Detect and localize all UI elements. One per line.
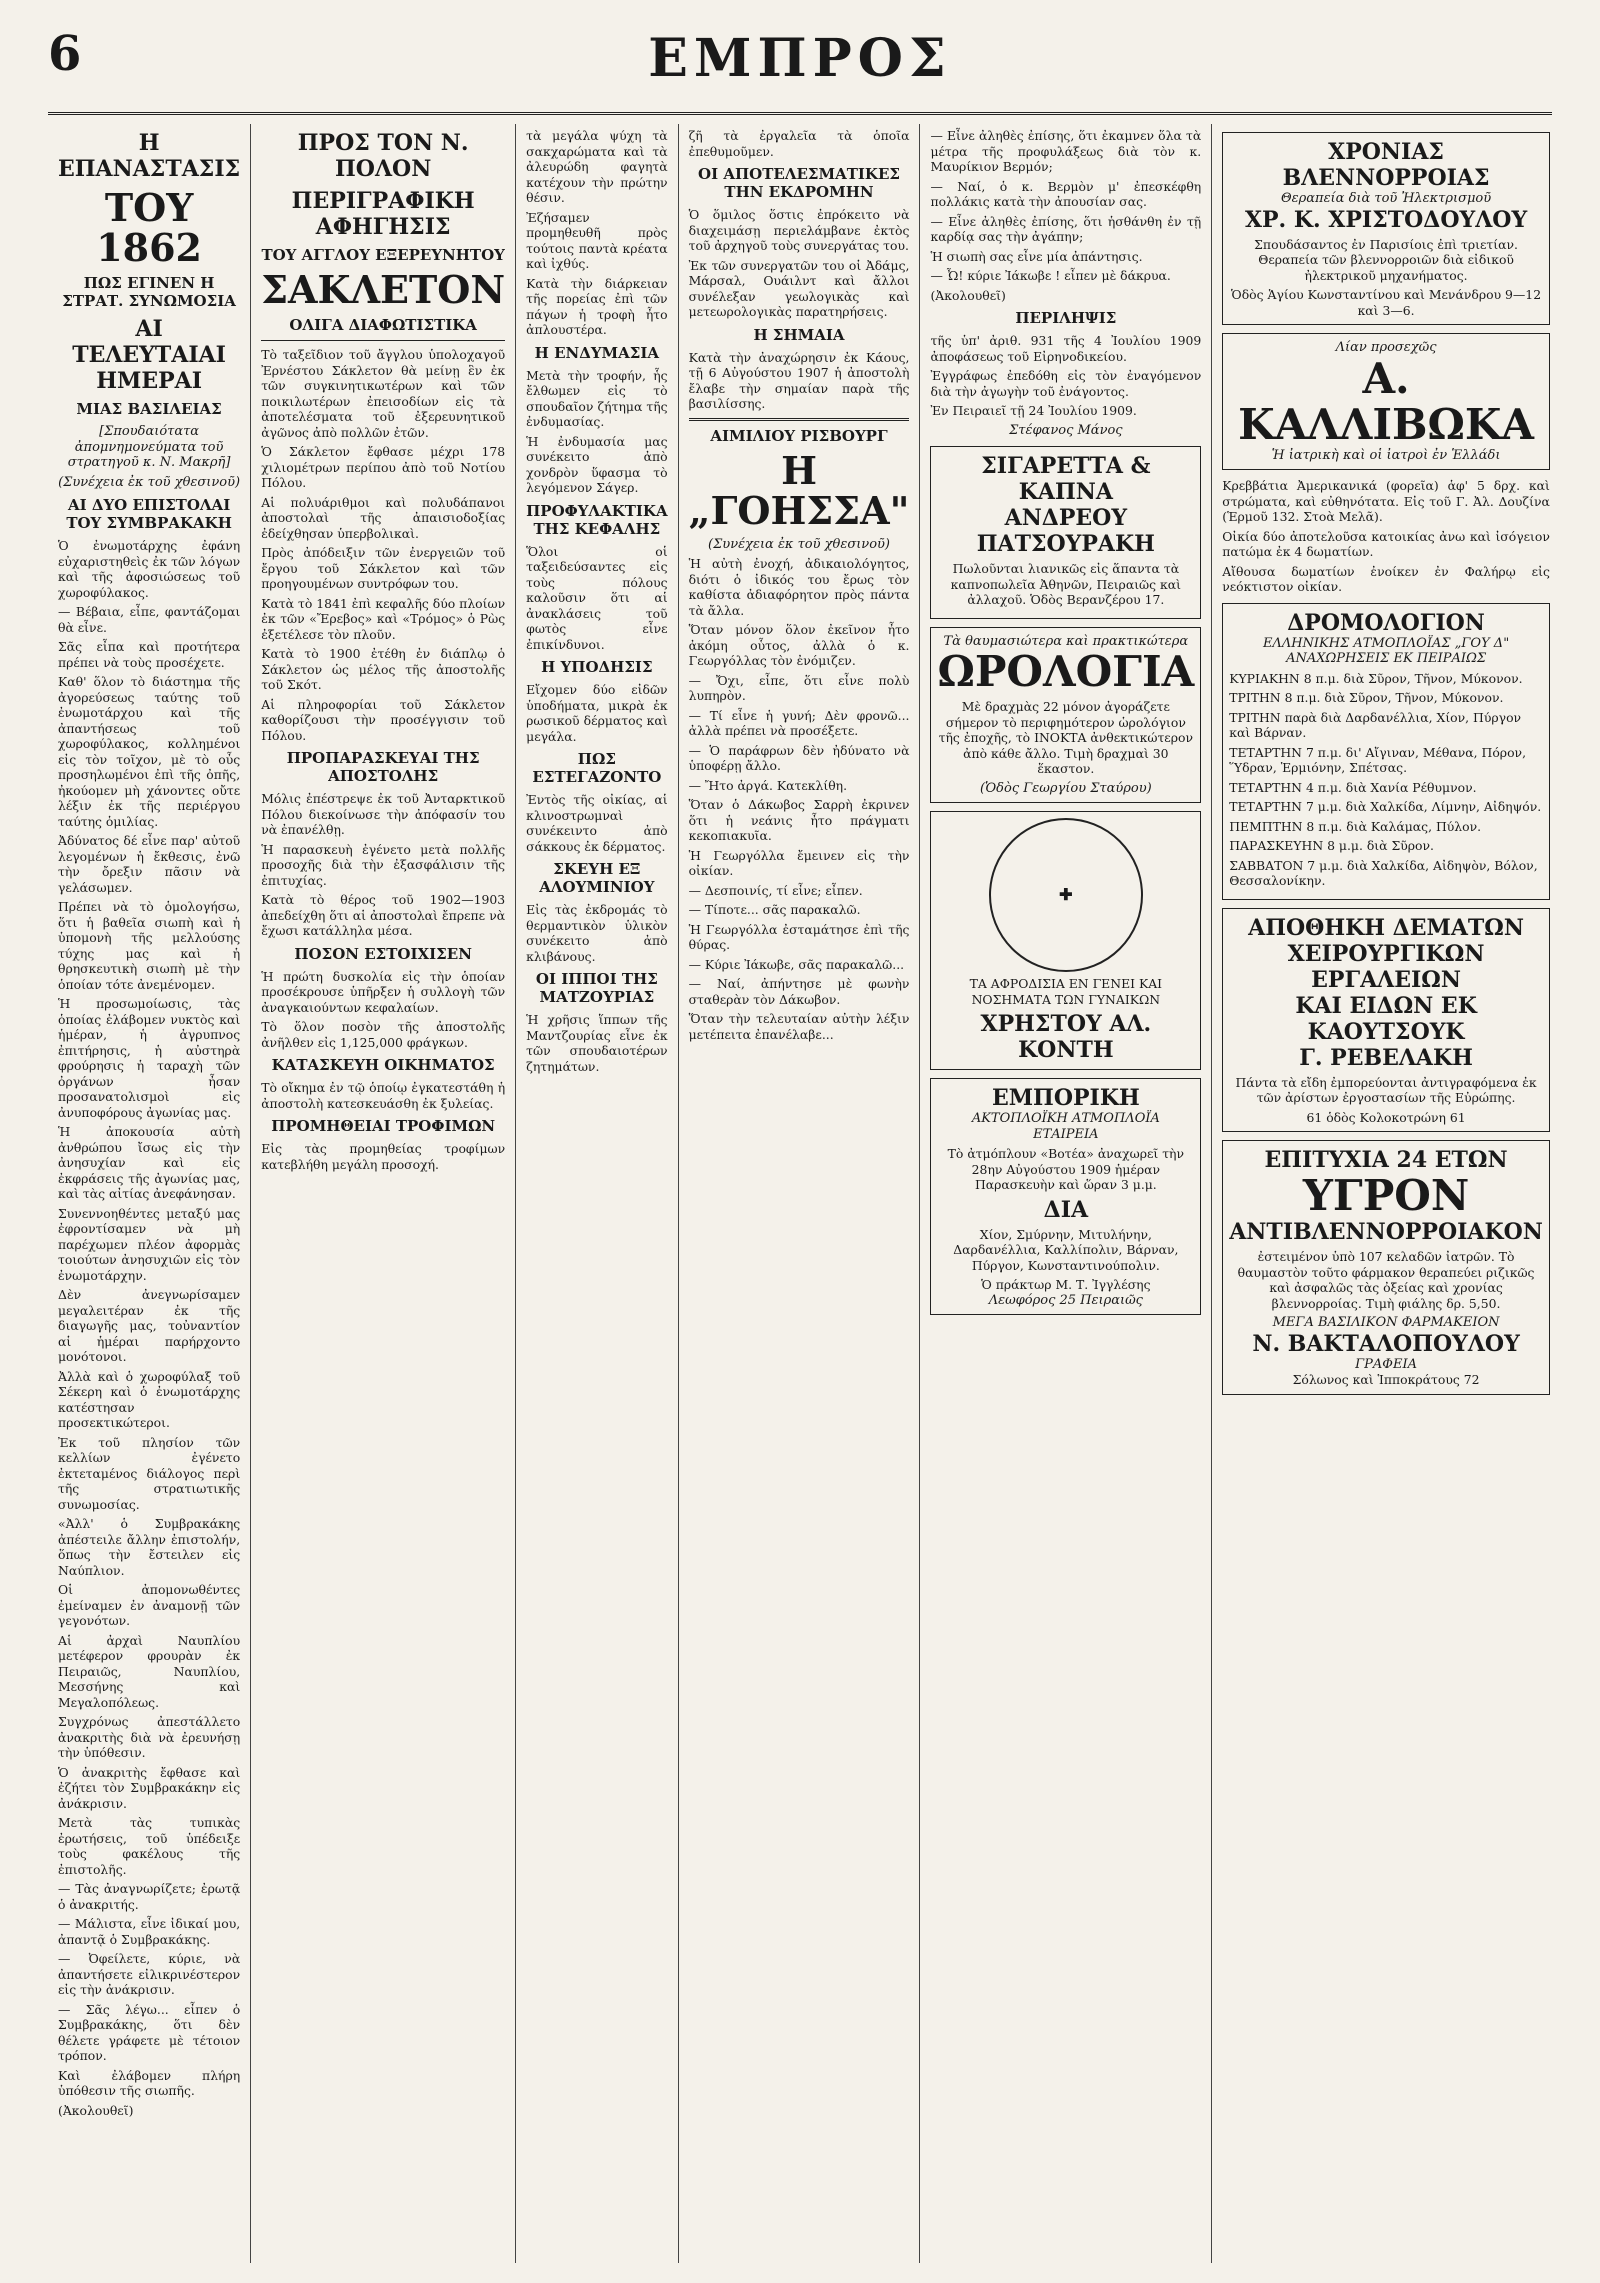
section-heading: ΣΚΕΥΗ ΕΞ ΑΛΟΥΜΙΝΙΟΥ	[539, 860, 655, 896]
paragraph: Αἱ ἀρχαὶ Ναυπλίου μετέφερον φρουρὰν ἐκ Πειραιῶς, Ναυπλίου, Μεσσήνης καὶ Μεγαλοπόλεως.	[58, 1632, 241, 1710]
paragraph: Σᾶς εἶπα καὶ προτήτερα πρέπει νὰ τοὺς προσέχετε.	[58, 639, 241, 670]
ad-subtitle: ΑΝΤΙΒΛΕΝΝΟΡΡΟΙΑΚΟΝ	[1229, 1219, 1543, 1245]
paragraph: — Τὰς ἀναγνωρίζετε; ἐρωτᾷ ὁ ἀνακριτής.	[58, 1881, 241, 1912]
paragraph: Μετὰ τὴν τροφήν, ἧς ἔλθωμεν εἰς τὸ σπουδαῖον ζήτημα τῆς ἐνδυμασίας.	[526, 367, 668, 429]
section-heading: Η ΕΝΔΥΜΑΣΙΑ	[534, 343, 660, 362]
ad-agent: Ὁ πράκτωρ Μ. Τ. Ἰγγλέσης	[981, 1277, 1151, 1292]
article-body	[261, 347, 505, 743]
article-body	[689, 207, 910, 320]
headline: ΟΛΙΓΑ ΔΙΑΦΩΤΙΣΤΙΚΑ	[289, 316, 477, 334]
paragraph: Ἡ αὐτὴ ἐνοχή, ἀδικαιολόγητος, διότι ὁ ἰδικός του ἔρως τὸν καθίστα ἀδιαφόρητον πρὸς πάντα τὰ ἄλλα.	[688, 556, 910, 618]
ad-text: Σπουδάσαντος ἐν Παρισίοις ἐπὶ τριετίαν. Θεραπεία τῶν βλεννορροιῶν διὰ εἰδικοῦ ἠλεκτρικοῦ μηχανήματος.	[1254, 236, 1518, 283]
paragraph: Κατὰ τὴν διάρκειαν τῆς πορείας ἐπὶ τῶν πάγων ἡ τροφὴ ἦτο ἀπλουστέρα.	[526, 275, 668, 337]
paragraph: Ὅταν ὁ Δάκωβος Σαρρὴ ἐκρινεν ὅτι ἡ νεάνις ἦτο πράγματι κεκοπιακυῖα.	[688, 797, 910, 843]
seal-icon: ✚	[989, 818, 1143, 972]
section-heading: ΠΡΟΦΥΛΑΚΤΙΚΑ ΤΗΣ ΚΕΦΑΛΗΣ	[526, 501, 668, 538]
section-heading: ΠΟΣΟΝ ΕΣΤΟΙΧΙΣΕΝ	[294, 944, 472, 963]
column-6	[1212, 124, 1560, 2263]
paragraph: Ὅταν τὴν τελευταίαν αὐτὴν λέξιν μετέπειτα ἐπανέλαβε...	[688, 1011, 910, 1042]
paragraph: — Ὁ παράφρων δὲν ἠδύνατο νὰ ὑποφέρῃ ἄλλο.	[688, 742, 910, 773]
ad-text: Μὲ δραχμὰς 22 μόνον ἀγοράζετε σήμερον τὸ περιφημότερον ὡρολόγιον τῆς ἐποχῆς, τὸ ΙΝΟΚΤΑ ἀνθεκτικώτερον ἀπὸ κάθε ἄλλο. Τιμὴ δραχμαὶ 30 ἕκαστον.	[938, 699, 1194, 776]
advertisement-cigarettes	[930, 446, 1201, 619]
ad-doctor: ΧΡΗΣΤΟΥ ΑΛ. ΚΟΝΤΗ	[980, 1011, 1152, 1063]
paragraph: (Ἀκολουθεῖ)	[930, 287, 1006, 303]
paragraph: Ἐκ τοῦ πλησίον τῶν κελλίων ἐγένετο ἐκτεταμένος διάλογος περὶ τῆς στρατιωτικῆς συνωμοσίας.	[58, 1434, 241, 1512]
paragraph: — Ναί, ἀπήντησε μὲ φωνὴν σταθερὰν τὸν Δάκωβον.	[688, 976, 910, 1007]
continued-note: (Συνέχεια ἐκ τοῦ χθεσινοῦ)	[58, 474, 241, 490]
ad-subtitle: ΑΚΤΟΠΛΟΪΚΗ ΑΤΜΟΠΛΟΪΑ ΕΤΑΙΡΕΙΑ	[971, 1111, 1160, 1142]
schedule-company: ΕΛΛΗΝΙΚΗΣ ΑΤΜΟΠΛΟΪΑΣ „ΓΟΥ Δ"	[1262, 635, 1510, 651]
headline: ΜΙΑΣ ΒΑΣΙΛΕΙΑΣ	[76, 400, 222, 418]
paragraph: Ἡ παρασκευὴ ἐγένετο μετὰ πολλῆς προσοχῆς διὰ τὴν ἐξασφάλισιν τῆς ἐπιτυχίας.	[261, 841, 506, 888]
article-body	[261, 969, 505, 1051]
paragraph: Τὸ ὅλον ποσὸν τῆς ἀποστολῆς ἀνῆλθεν εἰς 1,125,000 φράγκων.	[261, 1019, 506, 1050]
schedule-title: ΔΡΟΜΟΛΟΓΙΟΝ	[1287, 609, 1485, 636]
paragraph: Ὁ Σάκλετον ἔφθασε μέχρι 178 χιλιομέτρων περίπου ἀπὸ τοῦ Νοτίου Πόλου.	[261, 444, 506, 490]
page-number: 6	[48, 26, 82, 82]
paragraph: Ὁ ἐνωμοτάρχης ἐφάνη εὐχαριστηθεὶς ἐκ τῶν λόγων καὶ τῆς ἀφοσιώσεως τοῦ χωροφύλακος.	[58, 538, 241, 600]
ad-text: Πωλοῦνται λιανικῶς εἰς ἅπαντα τὰ καπνοπωλεῖα Ἀθηνῶν, Πειραιῶς καὶ ἀλλαχοῦ. Ὁδὸς Βερανζέρου 17.	[950, 561, 1182, 607]
ad-tagline: ΕΠΙΤΥΧΙΑ 24 ΕΤΩΝ	[1264, 1147, 1508, 1173]
ad-doctor: ΧΡ. Κ. ΧΡΙΣΤΟΔΟΥΛΟΥ	[1244, 206, 1528, 233]
paragraph: ΤΕΤΑΡΤΗΝ 7 μ.μ. διὰ Χαλκίδα, Λίμνην, Αἰδηψόν.	[1229, 799, 1542, 814]
article-body	[261, 1080, 505, 1111]
paragraph: ΤΕΤΑΡΤΗΝ 4 π.μ. διὰ Χανία Ρέθυμνον.	[1229, 779, 1477, 795]
paragraph: — Βέβαια, εἶπε, φαντάζομαι θὰ εἶνε.	[58, 604, 241, 635]
paragraph: «Ἀλλ' ὁ Συμβρακάκης ἀπέστειλε ἄλλην ἐπιστολήν, ὅπως τὴν ἔστειλεν εἰς Ναύπλιον.	[58, 1516, 241, 1578]
ad-title: Α. ΚΑΛΛΙΒΩΚΑ	[1238, 353, 1535, 449]
paragraph: Ἡ Γεωργόλλα ἐσταμάτησε ἐπὶ τῆς θύρας.	[688, 921, 910, 952]
paragraph: — Τίποτε... σᾶς παρακαλῶ.	[688, 902, 861, 917]
ad-address: Ὁδὸς Ἁγίου Κωνσταντίνου καὶ Μενάνδρου 9—12 καὶ 3—6.	[1231, 287, 1542, 318]
paragraph: Ἐκ τῶν συνεργατῶν του οἱ Ἀδάμς, Μάρσαλ, Ουάιλντ καὶ ἄλλοι συνέλεξαν γεωλογικὰς καὶ μετεωρολογικὰς παρατηρήσεις.	[688, 257, 910, 319]
column-3	[516, 124, 678, 2263]
paragraph: — Εἶνε ἀληθὲς ἐπίσης, ὅτι ἡσθάνθη ἐν τῇ καρδίᾳ σας τὴν ἀγάπην;	[930, 213, 1202, 244]
article-body	[526, 792, 667, 854]
columns	[48, 124, 1552, 2263]
ad-text: ΤΑ ΑΦΡΟΔΙΣΙΑ ΕΝ ΓΕΝΕΙ ΚΑΙ ΝΟΣΗΜΑΤΑ ΤΩΝ ΓΥΝΑΙΚΩΝ	[969, 976, 1163, 1007]
article-body	[261, 1141, 505, 1172]
paragraph: Ὁ ἀνακριτὴς ἔφθασε καὶ ἐζήτει τὸν Συμβρακάκην εἰς ἀνάκρισιν.	[58, 1764, 241, 1811]
classified-house: Οἰκία δύο ἀποτελοῦσα κατοικίας ἀνω καὶ ἰσόγειον πατώμα ἐκ 4 δωματίων.	[1222, 528, 1550, 559]
paragraph: — Εἶνε ἀληθὲς ἐπίσης, ὅτι ἐκαμνεν ὅλα τὰ μέτρα τῆς προφυλάξεως διὰ τὸν κ. Μαυρίκιον Βερμόν;	[930, 128, 1202, 174]
classified-room: Αἴθουσα δωματίων ἐνοίκεν ἐν Φαλήρῳ εἰς νεόκτιστον οἰκίαν.	[1222, 563, 1550, 594]
paragraph: Εἰς τὰς προμηθείας τροφίμων κατεβλήθη μεγάλη προσοχή.	[261, 1141, 506, 1172]
ad-tagline: Λίαν προσεχῶς	[1335, 340, 1437, 355]
paragraph: — Ναί, ὁ κ. Βερμὸν μ' ἐπεσκέφθη πολλάκις κατὰ τὴν ἀπουσίαν σας.	[930, 178, 1202, 209]
paragraph: Οἱ ἀπομονωθέντες ἐμείναμεν ἐν ἀναμονῇ τῶν γεγονότων.	[58, 1582, 241, 1628]
column-5	[920, 124, 1212, 2263]
paragraph: Ἡ ἀποκουσία αὐτὴ ἀνθρώπου ἴσως εἰς τὴν ἀνησυχίαν καὶ εἰς ἐκφράσεις τῆς ἀγωνίας μας, καὶ τὰς αἰτίας ἀνεφάνησαν.	[58, 1124, 241, 1201]
ad-address: Σόλωνος καὶ Ἱπποκράτους 72	[1292, 1372, 1480, 1387]
paragraph: Κατὰ τὸ 1841 ἐπὶ κεφαλῆς δύο πλοίων ἐκ τῶν «Ἔρεβος» καὶ «Τρόμος» ὁ Ρὼς ἐξετέλεσε τὸν πλοῦν.	[261, 595, 506, 642]
paragraph: Ἡ χρῆσις ἵππων τῆς Μαντζουρίας εἶνε ἐκ τῶν σπουδαιοτέρων ζητημάτων.	[526, 1012, 668, 1074]
paragraph: Ἐντὸς τῆς οἰκίας, αἱ κλινοστρωμναὶ συνέκειντο ἀπὸ σάκκους ἐκ δέρματος.	[526, 792, 668, 854]
paragraph: Τὸ ταξεῖδιον τοῦ ἄγγλου ὑπολοχαγοῦ Ἐρνέστου Σάκλετον θὰ μείνῃ ἓν ἐκ τῶν συγκινητικωτέρων καὶ τῶν ποικιλωτέρων ἐπεισοδίων εἰς τὰ ἀποτελέσματα τοῦ ἐξερευνητικοῦ ἀγῶνος ἀπὸ πολλῶν ἐτῶν.	[261, 347, 506, 440]
ad-via: ΔΙΑ	[1043, 1196, 1089, 1223]
paragraph: Ἡ προσωμοίωσις, τὰς ὁποίας ἐλάβομεν νυκτὸς καὶ ἡμέραν, ἡ ἀγρυπνος ἐπιτήρησις, ἡ αὐστηρὰ φρούρησις ἡ ταραχὴ τῶν ὀργάνων ἦσαν προσανατολισμοὶ εἰς ἀνυποφόρους ἀγωνίας μας.	[58, 996, 241, 1120]
headline: Η ΕΠΑΝΑΣΤΑΣΙΣ	[58, 130, 241, 182]
paragraph: Καθ' ὅλον τὸ διάστημα τῆς ἀγορεύσεως ταύτης τοῦ ἐνωμοτάρχου καὶ τῆς ἀπαντήσεως τοῦ χωροφύλακος, κολλημένοι εἰς τὸν τοῖχον, μὲ τὸ οὖς προσηλωμένοι ἐπὶ τῆς ὀπῆς, ἠκούομεν μὴ χάνοντες οὔτε λέξιν ἐκ τῆς περιέργου ταύτης ὁμιλίας.	[58, 674, 241, 829]
advertisement-remedy	[1222, 1140, 1550, 1395]
paragraph: Πρὸς ἀπόδειξιν τῶν ἐνεργειῶν τοῦ ἔργου τοῦ Σάκλετον καὶ τῶν προηγουμένων συντρόφων του.	[261, 545, 506, 591]
article-body	[930, 333, 1201, 419]
advertisement-clinic	[1222, 132, 1550, 325]
ad-address: Λεωφόρος 25 Πειραιῶς	[988, 1292, 1143, 1308]
paragraph: (Ἀκολουθεῖ)	[58, 2102, 134, 2118]
divider	[261, 340, 505, 341]
section-heading: ΟΙ ΑΠΟΤΕΛΕΣΜΑΤΙΚΕΣ ΤΗΝ ΕΚΔΡΟΜΗΝ	[698, 165, 900, 201]
section-heading: ΠΩΣ ΕΣΤΕΓΑΖΟΝΤΟ	[532, 750, 662, 786]
paragraph: Ἐγγράφως ἐπεδόθη εἰς τὸν ἐναγόμενον διὰ τὴν ἀγωγὴν τοῦ ἐνάγοντος.	[930, 368, 1202, 399]
paragraph: Μετὰ τὰς τυπικὰς ἐρωτήσεις, τοῦ ὑπέδειξε τοὺς φακέλους τῆς ἐπιστολῆς.	[58, 1815, 241, 1877]
paragraph: Ἡ σιωπὴ σας εἶνε μία ἀπάντησις.	[930, 248, 1143, 264]
section-heading: ΠΡΟΠΑΡΑΣΚΕΥΑΙ ΤΗΣ ΑΠΟΣΤΟΛΗΣ	[286, 749, 480, 785]
ad-text: Τὸ ἀτμόπλουν «Βοτέα» ἀναχωρεῖ τὴν 28ην Αὐγούστου 1909 ἡμέραν Παρασκευὴν καὶ ὥραν 3 μ.μ.	[947, 1146, 1185, 1192]
paragraph: — Κύριε Ἰάκωβε, σᾶς παρακαλῶ...	[688, 956, 905, 972]
paragraph: Τὸ οἴκημα ἐν τῷ ὁποίῳ ἐγκατεστάθη ἡ ἀποστολὴ κατεσκευάσθη ἐκ ξυλείας.	[261, 1080, 506, 1111]
paper-name: ΕΜΠΡΟΣ	[648, 28, 952, 89]
ad-title: ΕΜΠΟΡΙΚΗ	[991, 1085, 1140, 1111]
ad-title: ΣΙΓΑΡΕΤΤΑ & ΚΑΠΝΑ	[981, 453, 1151, 505]
masthead	[48, 0, 1552, 115]
article-body	[58, 538, 240, 2118]
paragraph: τῆς ὑπ' ἀριθ. 931 τῆς 4 Ἰουλίου 1909 ἀποφάσεως τοῦ Εἰρηνοδικείου.	[930, 333, 1202, 364]
paragraph: — Σᾶς λέγω... εἶπεν ὁ Συμβρακάκης, ὅτι δὲν θέλετε γράφετε μὲ τέτοιον τρόπον.	[58, 2001, 241, 2063]
ad-subtitle: Θεραπεία διὰ τοῦ Ἠλεκτρισμοῦ	[1280, 191, 1492, 206]
column-1	[48, 124, 251, 2263]
headline: ΠΡΟΣ ΤΟΝ Ν. ΠΟΛΟΝ	[297, 130, 469, 182]
section-heading: ΟΙ ΙΠΠΟΙ ΤΗΣ ΜΑΤΖΟΥΡΙΑΣ	[535, 970, 658, 1006]
paragraph: Μόλις ἐπέστρεψε ἐκ τοῦ Ἀνταρκτικοῦ Πόλου διεκοίνωσε τὴν ἀπόφασίν του νὰ ἐπανέλθῃ.	[261, 791, 506, 837]
ad-owner: Ν. ΒΑΚΤΑΛΟΠΟΥΛΟΥ	[1252, 1330, 1520, 1357]
headline: ΠΕΡΙΓΡΑΦΙΚΗ ΑΦΗΓΗΣΙΣ	[291, 188, 475, 240]
paragraph: ΤΕΤΑΡΤΗΝ 7 π.μ. δι' Αἴγιναν, Μέθανα, Πόρον, Ὕδραν, Ἑρμιόνην, Σπέτσας.	[1229, 744, 1527, 775]
paragraph: — Μάλιστα, εἶνε ἰδικαί μου, ἀπαντᾷ ὁ Συμβρακάκης.	[58, 1916, 241, 1947]
paragraph: Ὅταν μόνον ὅλον ἐκεῖνον ἦτο ἀκόμη οὗτος, ἀλλὰ ὁ κ. Γεωργόλλας τὸν ἐνόμιζεν.	[688, 622, 910, 668]
ad-tagline: Τὰ θαυμασιώτερα καὶ πρακτικώτερα	[943, 633, 1189, 649]
ad-address: (Ὁδὸς Γεωργίου Σταύρου)	[979, 780, 1152, 796]
paragraph: Συγχρόνως ἀπεστάλλετο ἀνακριτὴς διὰ νὰ ἐρευνήσῃ τὴν ὑπόθεσιν.	[58, 1714, 241, 1760]
paragraph: — Δεσποινίς, τί εἶνε; εἶπεν.	[688, 882, 863, 898]
schedule-lines	[1229, 671, 1543, 889]
paragraph: Εἰς τὰς ἐκδρομάς τὸ θερμαντικὸν ὑλικὸν συνέκειτο ἀπὸ κλιβάνους.	[526, 902, 668, 964]
shipping-schedule	[1222, 603, 1550, 900]
paragraph: — Τί εἶνε ἡ γυνή; Δὲν φρονῶ... ἀλλὰ πρέπει νὰ προσέξετε.	[688, 707, 910, 738]
paragraph: Ἡ πρώτη δυσκολία εἰς τὴν ὁποίαν προσέκρουσε ὑπῆρξεν ἡ συλλογὴ τῶν ἀναγκαιούντων κεφαλαίων.	[261, 968, 506, 1015]
paragraph: — Ὄχι, εἶπε, ὅτι εἶνε πολὺ λυπηρὸν.	[688, 672, 910, 703]
headline: ΤΟΥ ΑΓΓΛΟΥ ΕΞΕΡΕΥΝΗΤΟΥ	[261, 246, 505, 264]
paragraph: Ἀλλὰ καὶ ὁ χωροφύλαξ τοῦ Σέκερη καὶ ὁ ἐνωμοτάρχης κατέστησαν προσεκτικώτεροι.	[58, 1368, 241, 1430]
signature: Στέφανος Μάνος	[1009, 422, 1123, 438]
paragraph: Δὲν ἀνεγνωρίσαμεν μεγαλειτέραν ἐκ τῆς διαγωγῆς μας, τοὐναντίον αἱ ἡμέραι παρήρχοντο μονότονοι.	[58, 1287, 241, 1364]
paragraph: Κατὰ τὴν ἀναχώρησιν ἐκ Κάους, τῇ 6 Αὐγούστου 1907 ἡ ἀποστολὴ ἔλαβε τὴν σημαίαν παρὰ τῆς βασιλίσσης.	[688, 349, 910, 411]
article-body	[689, 350, 910, 412]
advertisement-surgical	[1222, 908, 1550, 1133]
column-4	[679, 124, 921, 2263]
paragraph: Κατὰ τὸ θέρος τοῦ 1902—1903 ἀπεδείχθη ὅτι αἱ ἀποστολαὶ ἔπρεπε νὰ ἔχωσι κατάλληλα μέσα.	[261, 892, 506, 938]
paragraph: — Ἤτο ἀργά. Κατεκλίθη.	[688, 777, 848, 793]
article-body	[526, 902, 667, 964]
divider	[689, 418, 910, 421]
paragraph: ΠΑΡΑΣΚΕΥΗΝ 8 μ.μ. διὰ Σῦρον.	[1229, 838, 1434, 853]
paragraph: Ἐν Πειραιεῖ τῇ 24 Ἰουλίου 1909.	[930, 403, 1137, 418]
paragraph: Πρέπει νὰ τὸ ὁμολογήσω, ὅτι ἡ βαθεῖα σιωπὴ καὶ ἡ ὑπομονὴ τῆς μελλούσης τύχης μας καὶ ἡ θρησκευτικὴ σιωπὴ μὲ τὴν ὁποίαν τότε ἀνεμένομεν.	[58, 899, 241, 992]
paragraph: Αἱ πολυάριθμοι καὶ πολυδάπανοι ἀποστολαὶ τῆς ἀπαισιοδοξίας ἐδείχθησαν ὑπερβολικαὶ.	[261, 494, 506, 541]
article-body	[689, 556, 910, 1042]
section-heading: ΚΑΤΑΣΚΕΥΗ ΟΙΚΗΜΑΤΟΣ	[271, 1056, 495, 1074]
continued-note: (Συνέχεια ἐκ τοῦ χθεσινοῦ)	[708, 536, 890, 552]
byline: [Σπουδαιότατα ἀπομνημονεύματα τοῦ στρατηγοῦ κ. Ν. Μακρῆ]	[67, 424, 231, 470]
paragraph: Καὶ ἐλάβομεν πλήρη ὑπόθεσιν τῆς σιωπῆς.	[58, 2067, 241, 2098]
paragraph: Ἡ ἐνδυμασία μας συνέκειτο ἀπὸ χονδρὸν ὕφασμα τὸ λεγόμενον Σάγερ.	[526, 433, 668, 495]
section-heading: Η ΥΠΟΔΗΣΙΣ	[541, 658, 653, 676]
headline: ΣΑΚΛΕΤΟΝ	[261, 267, 506, 312]
ad-text: Πάντα τὰ εἴδη ἐμπορεύονται ἀντιγραφόμενα ἐκ τῶν ἀρίστων ἐργοστασίων τῆς Εὐρώπης.	[1235, 1074, 1537, 1105]
ad-subtitle: ΧΕΙΡΟΥΡΓΙΚΩΝ ΕΡΓΑΛΕΙΩΝ	[1287, 940, 1485, 993]
ad-subtitle: ΚΑΙ ΕΙΔΩΝ ΕΚ ΚΑΟΥΤΣΟΥΚ	[1295, 992, 1477, 1045]
section-heading: Η ΣΗΜΑΙΑ	[753, 325, 845, 344]
paragraph: Ἐζήσαμεν προμηθευθῆ πρὸς τούτοις παντὰ κρέατα καὶ ἰχθύς.	[526, 209, 668, 271]
ad-product: ΩΡΟΛΟΓΙΑ	[937, 647, 1195, 696]
paragraph: ΤΡΙΤΗΝ 8 π.μ. διὰ Σῦρον, Τῆνον, Μύκονον.	[1229, 690, 1504, 705]
article-body	[526, 368, 667, 496]
paragraph: ΣΑΒΒΑΤΟΝ 7 μ.μ. διὰ Χαλκίδα, Αἰδηψὸν, Βόλον, Θεσσαλονίκην.	[1229, 857, 1538, 888]
article-body	[526, 682, 667, 744]
feuilleton-title: Η „ΓΟΗΣΣΑ"	[688, 447, 910, 533]
ad-text: ἐστειμένον ὑπὸ 107 κελαδῶν ἰατρῶν. Τὸ θαυμαστὸν τοῦτο φάρμακον θεραπεύει ριζικῶς καὶ ἀσφαλῶς τὰς ὀξείας καὶ χρονίας βλεννορροίας. Τιμὴ φιάλης δρ. 5,50.	[1237, 1249, 1535, 1311]
ad-ports: Χίον, Σμύρνην, Μιτυλήνην, Δαρδανέλλια, Καλλίπολιν, Βάρναν, Πύργον, Κωνσταντινούπολιν.	[953, 1226, 1179, 1273]
article-body	[526, 544, 667, 653]
ad-pharmacy: ΜΕΓΑ ΒΑΣΙΛΙΚΟΝ ΦΑΡΜΑΚΕΙΟΝ	[1272, 1315, 1500, 1330]
ad-address: 61 ὁδὸς Κολοκοτρώνη 61	[1306, 1109, 1466, 1125]
ad-owner: ΑΝΔΡΕΟΥ ΠΑΤΣΟΥΡΑΚΗ	[976, 505, 1155, 557]
paragraph: ΠΕΜΠΤΗΝ 8 π.μ. διὰ Καλάμας, Πύλον.	[1229, 818, 1482, 834]
paragraph: ΤΡΙΤΗΝ παρὰ διὰ Δαρδανέλλια, Χίον, Πύργον καὶ Βάρναν.	[1229, 709, 1522, 740]
paragraph: ζῆ τὰ ἐργαλεῖα τὰ ὁποῖα ἐπεθυμοῦμεν.	[688, 128, 910, 159]
ad-title: ΑΠΟΘΗΚΗ ΔΕΜΑΤΩΝ	[1248, 914, 1524, 941]
paragraph: Αἱ πληροφορίαι τοῦ Σάκλετον καθορίζουσι τὴν προσέγγισιν τοῦ Πόλου.	[261, 696, 506, 743]
paragraph: Ἡ Γεωργόλλα ἔμεινεν εἰς τὴν οἰκίαν.	[688, 847, 910, 878]
ad-text: Ἡ ἰατρικὴ καὶ οἱ ἰατροὶ ἐν Ἑλλάδι	[1271, 447, 1501, 463]
article-body	[261, 791, 505, 939]
paragraph: ΚΥΡΙΑΚΗΝ 8 π.μ. διὰ Σῦρον, Τῆνον, Μύκονον.	[1229, 670, 1523, 686]
paragraph: τὰ μεγάλα ψύχη τὰ σακχαρώματα καὶ τὰ ἀλευρώδη φαγητὰ κατέχουν τὴν πρώτην θέσιν.	[526, 128, 668, 205]
ad-title: ΥΓΡΟΝ	[1302, 1171, 1470, 1220]
ad-city: ΓΡΑΦΕΙΑ	[1355, 1356, 1417, 1372]
advertisement-doctor	[930, 811, 1201, 1070]
section-heading: ΠΡΟΜΗΘΕΙΑΙ ΤΡΟΦΙΜΩΝ	[271, 1117, 496, 1135]
paragraph: Συνεννοηθέντες μεταξύ μας ἐφροντίσαμεν νὰ μὴ παρέχωμεν πλέον ἀφορμὰς τοιούτων ἀνησυχιῶν εἰς τὸν ἐνωμοτάρχην.	[58, 1205, 241, 1283]
article-body	[526, 128, 667, 338]
headline: ΑΙ ΤΕΛΕΥΤΑΙΑΙ ΗΜΕΡΑΙ	[72, 316, 226, 394]
classified-beds: Κρεββάτια Ἀμερικανικά (φορεῖα) ἁφ' 5 δρχ. καὶ στρώματα, καὶ εὐθηνότατα. Εἰς τοῦ Γ. Ἀλ. Δουζίνα (Ἑρμοῦ 132. Στοὰ Μελᾶ).	[1222, 478, 1550, 524]
paragraph: Ὅλοι οἱ ταξειδεύσαντες εἰς τοὺς πόλους καλοῦσιν ὅτι αἱ ἀνακλάσεις τοῦ φωτὸς εἶνε ἐπικίνδυνοι.	[526, 543, 668, 652]
advertisement-watches	[930, 627, 1201, 804]
section-heading: ΑΙ ΔΥΟ ΕΠΙΣΤΟΛΑΙ ΤΟΥ ΣΥΜΒΡΑΚΑΚΗ	[66, 496, 232, 532]
paragraph: — Ὦ! κύριε Ἰάκωβε ! εἶπεν μὲ δάκρυα.	[930, 268, 1171, 283]
headline: ΤΟΥ 1862	[96, 185, 202, 270]
paragraph: Εἴχομεν δύο εἰδῶν ὑποδήματα, μικρὰ ἐκ ρωσικοῦ δέρματος καὶ μεγάλα.	[526, 682, 668, 744]
feuilleton-author: ΑΙΜΙΛΙΟΥ ΡΙΣΒΟΥΡΓ	[710, 426, 888, 445]
advertisement-shipping	[930, 1078, 1201, 1315]
column-2	[251, 124, 516, 2263]
paragraph: Ὁ ὅμιλος ὅστις ἐπρόκειτο νὰ διαχειμάσῃ περιελάμβανε ἐκτὸς τοῦ ἀρχηγοῦ τοὺς συνεργάτας του.	[688, 207, 910, 253]
paragraph: Κατὰ τὸ 1900 ἐτέθη ἐν διάπλῳ ὁ Σάκλετον ὡς μέλος τῆς ἀποστολῆς τοῦ Σκότ.	[261, 646, 506, 692]
advertisement-book	[1222, 333, 1550, 470]
paragraph: — Ὀφείλετε, κύριε, νὰ ἀπαντήσετε εἰλικρινέστερον εἰς τὴν ἀνάκρισιν.	[58, 1951, 241, 1997]
section-heading: ΠΕΡΙΛΗΨΙΣ	[1015, 309, 1117, 327]
ad-owner: Γ. ΡΕΒΕΛΑΚΗ	[1299, 1044, 1473, 1071]
article-body	[526, 1012, 667, 1074]
ad-title: ΧΡΟΝΙΑΣ ΒΛΕΝΝΟΡΡΟΙΑΣ	[1282, 139, 1490, 191]
schedule-subtitle: ΑΝΑΧΩΡΗΣΕΙΣ ΕΚ ΠΕΙΡΑΙΩΣ	[1286, 651, 1487, 666]
headline: ΠΩΣ ΕΓΙΝΕΝ Η ΣΤΡΑΤ. ΣΥΝΩΜΟΣΙΑ	[62, 274, 236, 310]
article-body	[930, 128, 1201, 303]
paragraph: Ἀδύνατος δέ εἶνε παρ' αὐτοῦ λεγομένων ἡ ἔκθεσις, ἐνῶ τὴν ὄρεξιν πᾶσιν νὰ γελάσωμεν.	[58, 833, 241, 895]
